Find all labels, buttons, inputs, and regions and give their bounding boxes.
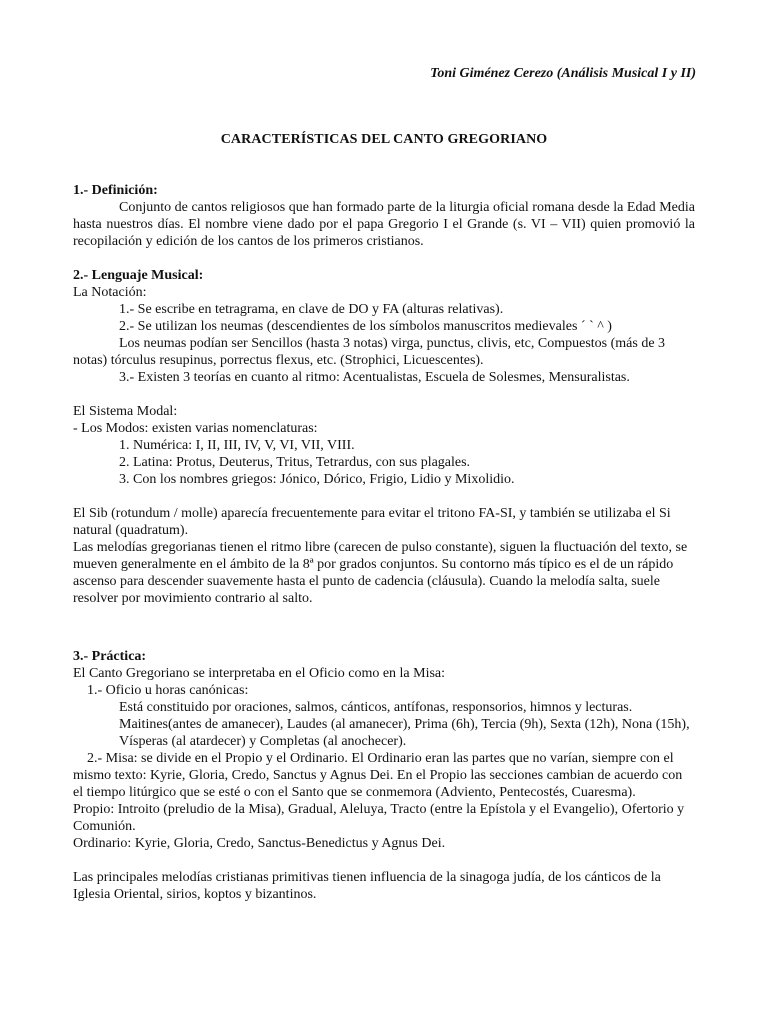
section-1-heading: 1.- Definición:: [73, 183, 158, 198]
practice-intro: El Canto Gregoriano se interpretaba en el Oficio como en la Misa:: [73, 666, 446, 681]
melody-paragraph: Las melodías gregorianas tienen el ritmo libre (carecen de pulso constante), siguen la fluctuación del texto, se mueven generalmente en el ámbito de la 8ª por grados conjuntos. Su contorno más típico es el de un rápido ascenso para descender suavemente hasta el punto de cadencia (cláusula). Cuando la melodía salta, suele resolver por movimiento contrario al salto.: [73, 540, 688, 606]
spacer: [73, 250, 695, 267]
ordinario-paragraph: Ordinario: Kyrie, Gloria, Credo, Sanctus-Benedictus y Agnus Dei.: [73, 836, 446, 851]
notation-item: 1.- Se escribe en tetragrama, en clave de DO y FA (alturas relativas).: [119, 302, 504, 317]
oficio-label: 1.- Oficio u horas canónicas:: [87, 683, 249, 698]
section-1-text: Conjunto de cantos religiosos que han formado parte de la liturgia oficial romana desde la Edad Media hasta nuestros días. El nombre viene dado por el papa Gregorio I el Grande (s. VI – VII) quien promovió la recopilación y edición de los cantos de los primeros cristianos.: [73, 200, 695, 249]
modes-label: - Los Modos: existen varias nomenclaturas:: [73, 421, 318, 436]
oficio-item: Está constituido por oraciones, salmos, cánticos, antífonas, responsorios, himnos y lecturas.: [119, 700, 633, 715]
misa-paragraph: 2.- Misa: se divide en el Propio y el Ordinario. El Ordinario eran las partes que no varían, siempre con el mismo texto: Kyrie, Gloria, Credo, Sanctus y Agnus Dei. En el Propio las secciones cambian de acuerdo con el tiempo litúrgico que se esté o con el Santo que se conmemora (Adviento, Pentecostés, Cuaresma).: [73, 751, 683, 800]
sib-paragraph: El Sib (rotundum / molle) aparecía frecuentemente para evitar el tritono FA-SI, y también se utilizaba el Si natural (quadratum).: [73, 506, 671, 538]
mode-item: 1. Numérica: I, II, III, IV, V, VI, VII, VIII.: [119, 438, 355, 453]
spacer: [73, 631, 695, 648]
notation-label: La Notación:: [73, 285, 147, 300]
mode-item: 3. Con los nombres griegos: Jónico, Dórico, Frigio, Lidio y Mixolidio.: [119, 472, 515, 487]
section-3-heading: 3.- Práctica:: [73, 649, 147, 664]
document-body: [73, 182, 695, 903]
document-title: CARACTERÍSTICAS DEL CANTO GREGORIANO: [220, 132, 548, 147]
spacer: [73, 607, 695, 631]
propio-paragraph: Propio: Introito (preludio de la Misa), Gradual, Aleluya, Tracto (entre la Epístola y el Evangelio), Ofertorio y Comunión.: [73, 802, 685, 834]
closing-paragraph: Las principales melodías cristianas primitivas tienen influencia de la sinagoga judía, de los cánticos de la Iglesia Oriental, sirios, koptos y bizantinos.: [73, 870, 661, 902]
mode-item: 2. Latina: Protus, Deuterus, Tritus, Tetrardus, con sus plagales.: [119, 455, 471, 470]
notation-item: 3.- Existen 3 teorías en cuanto al ritmo: Acentualistas, Escuela de Solesmes, Mensuralistas.: [119, 370, 630, 385]
spacer: [73, 488, 695, 505]
modal-label: El Sistema Modal:: [73, 404, 178, 419]
spacer: [73, 386, 695, 403]
oficio-item: Maitines(antes de amanecer), Laudes (al amanecer), Prima (6h), Tercia (9h), Sexta (12h), Nona (15h), Vísperas (al atardecer) y Completas (al anochecer).: [119, 717, 690, 749]
spacer: [73, 852, 695, 869]
section-2-heading: 2.- Lenguaje Musical:: [73, 268, 204, 283]
author-line: Toni Giménez Cerezo (Análisis Musical I y II): [430, 66, 696, 81]
notation-item: Los neumas podían ser Sencillos (hasta 3 notas) virga, punctus, clivis, etc, Compuestos (más de 3 notas) tórculus resupinus, porrectus flexus, etc. (Strophici, Licuescentes).: [73, 336, 666, 368]
notation-item: 2.- Se utilizan los neumas (descendientes de los símbolos manuscritos medievales ´ ` ^ ): [119, 319, 612, 334]
